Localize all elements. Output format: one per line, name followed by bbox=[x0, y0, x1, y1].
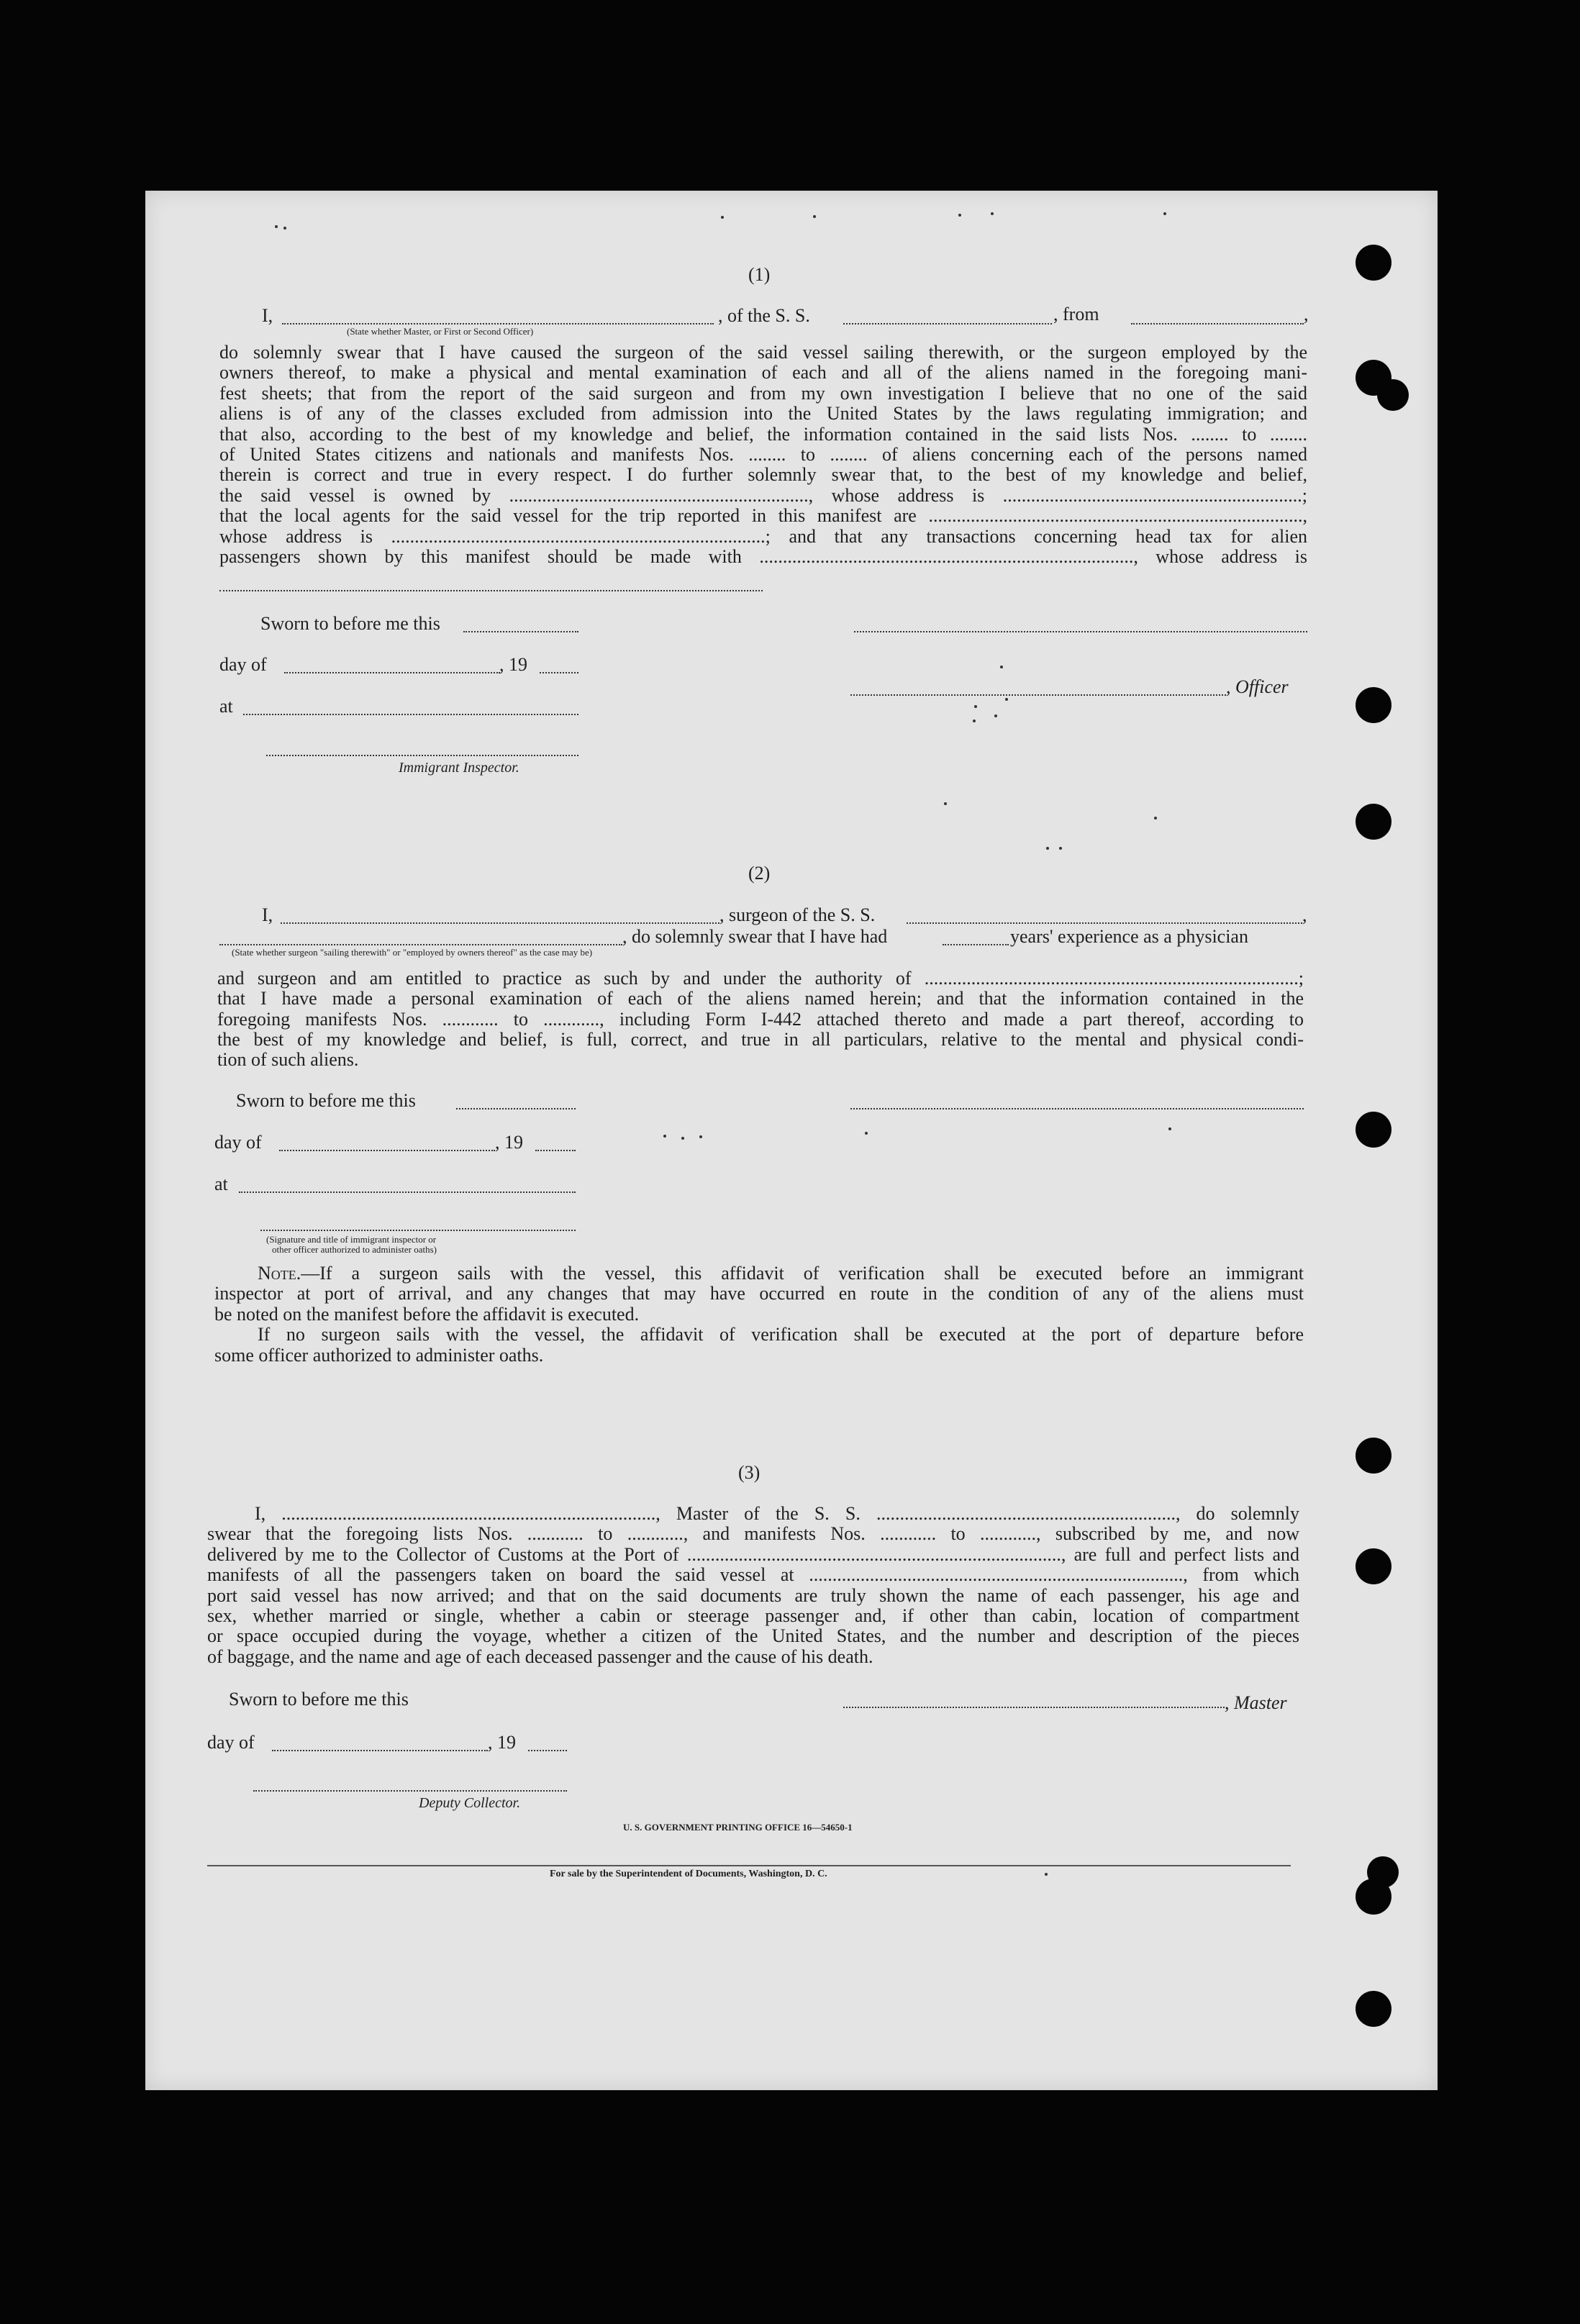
sig-caption-1: (Signature and title of immigrant inspector or bbox=[266, 1234, 437, 1245]
footer-rule bbox=[207, 1865, 1291, 1866]
section1-of-ss: , of the S. S. bbox=[718, 305, 810, 326]
section2-caption: (State whether surgeon "sailing therewith" or "employed by owners thereof" as the case may be) bbox=[232, 947, 593, 958]
deputy-signature-line[interactable] bbox=[253, 1790, 567, 1792]
section1-sworn-date-field[interactable] bbox=[463, 631, 578, 632]
section2-sworn-date-field[interactable] bbox=[456, 1108, 576, 1109]
punch-hole bbox=[1356, 804, 1391, 840]
form-page: (1) I, , of the S. S. , from , (State whether Master, or First or Second Officer) do solemnly swear that I have caused the surgeon of the said vessel sailing therewith, or the surgeon employed by the owners thereof, to make a physical and mental examination of each and all of the aliens named in the foregoing mani- fest sheets; that from the report of the said surgeon and from my own investigation I believe that no one of the said aliens is of any of the classes excluded from admission into the United States by the laws regulating immigration; and that also, according to the best of my knowledge and belief, the information contained in the said lists Nos. ........ to ........ of United States citizens and nationals and manifests Nos. ........ to ........ of aliens concerning each of the persons named therein is correct and true in every respect. I do further solemnly swear that, to the best of my knowledge and belief, the said vessel is owned by ................................................................, whose address is ................................................................; that the local agents for the said vessel for the trip reported in this manifest are ................................................................................, whose address is ................................................................................; and that any transactions concerning head tax for alien passengers shown by this manifest should be made with ................................................................................, whose address is Sworn to before me this day of , 19 , Officer at Immigrant Inspector. (2) I, , surgeon of the S. S. , , do solemnly swear that I have had years' experience as a physician (State whether surgeon "sailing therewith" or "employed by owners thereof" as the case may be) and surgeon and am entitled to practice as such by and under the authority of ................................................................................; that I have made a personal examination of each of the aliens named herein; and that the information contained in the foregoing manifests Nos. ............ to ............, including Form I-442 attached thereto and made a part thereof, according to the best of my knowledge and belief, is full, correct, and true in all particulars, relative to the mental and physical condi- tion of such aliens. Sworn to before me this day of , 19 at (Signature and title of immigrant inspector or other officer authorized to administer oaths) Note.—If a surgeon sails with the vessel, this affidavit of verification shall be executed before an immigrant inspector at port of arrival, and any changes that may have occurred en route in the condition of any of the aliens must be noted on the manifest before the affidavit is executed. If no surgeon sails with the vessel, the affidavit of verification shall be executed at the port of departure before some officer authorized to administer oaths. (3) I, ................................................................................, Master of the S. S. ................................................................, do solemnly swear that the foregoing lists Nos. ............ to ............, and manifests Nos. ............ to ............, subscribed by me, and now delivered by me to the Collector of Customs at the Port of ................................................................................, are full and perfect lists and manifests of all the passengers taken on board the said vessel at ................................................................................, from which port said vessel has now arrived; and that on the said documents are truly shown the name of each passenger, his age and sex, whether married or single, whether a cabin or steerage passenger and, if other than cabin, location of compartment or space occupied during the voyage, whether a citizen of the United States, and the number and description of the pieces of baggage, and the name and age of each deceased passenger and the cause of his death. Sworn to before me this , Master day of , 19 Deputy Collector. U. S. GOVERNMENT PRINTING OFFICE 16—54650-1 For sale by the Superintendent of Documents, Washington, D. C. bbox=[145, 191, 1438, 2090]
vessel-name-field[interactable] bbox=[843, 323, 1052, 324]
note-paragraph: Note.—If a surgeon sails with the vessel, this affidavit of verification shall be executed before an immigrant inspector at port of arrival, and any changes that may have occurred en route in the condition of any of the aliens must be noted on the manifest before the affidavit is executed. If no surgeon sails with the vessel, the affidavit of verification shall be executed at the port of departure before some officer authorized to administer oaths. bbox=[214, 1263, 1304, 1366]
head-tax-address-field[interactable] bbox=[219, 590, 763, 591]
section2-i: I, bbox=[262, 904, 273, 925]
section2-swear: , do solemnly swear that I have had bbox=[622, 926, 888, 947]
punch-hole bbox=[1356, 687, 1391, 723]
surgeon-signature-line[interactable] bbox=[850, 1108, 1304, 1109]
section2-number: (2) bbox=[748, 863, 771, 884]
inspector-signature-line[interactable] bbox=[266, 755, 578, 756]
section2-place-field[interactable] bbox=[239, 1191, 576, 1193]
punch-hole bbox=[1356, 1438, 1391, 1474]
immigrant-inspector-label: Immigrant Inspector. bbox=[399, 760, 519, 776]
section1-number: (1) bbox=[748, 264, 771, 285]
surgeon-name-field[interactable] bbox=[281, 922, 719, 924]
master-signature-line[interactable] bbox=[843, 1707, 1225, 1708]
section2-year-field[interactable] bbox=[535, 1150, 576, 1151]
officer-title-field[interactable] bbox=[850, 694, 1226, 696]
section2-surgeon-of-ss: , surgeon of the S. S. bbox=[719, 904, 876, 925]
years-experience-field[interactable] bbox=[943, 944, 1009, 945]
officer-name-field[interactable] bbox=[282, 323, 714, 324]
punch-hole bbox=[1356, 1991, 1391, 2027]
section1-body: do solemnly swear that I have caused the surgeon of the said vessel sailing therewith, or the surgeon employed by the owners thereof, to make a physical and mental examination of each and all of the aliens named in the foregoing mani- fest sheets; that from the report of the said surgeon and from my own investigation I believe that no one of the said aliens is of any of the classes excluded from admission into the United States by the laws regulating immigration; and that also, according to the best of my knowledge and belief, the information contained in the said lists Nos. ........ to ........ of United States citizens and nationals and manifests Nos. ........ to ........ of aliens concerning each of the persons named therein is correct and true in every respect. I do further solemnly swear that, to the best of my knowledge and belief, the said vessel is owned by ................................................................, whose address is ................................................................; that the local agents for the said vessel for the trip reported in this manifest are ................................................................................, whose address is ................................................................................; and that any transactions concerning head tax for alien passengers shown by this manifest should be made with ................................................................................, whose address is bbox=[219, 342, 1307, 568]
deputy-collector-label: Deputy Collector. bbox=[419, 1795, 521, 1811]
officer-signature-line[interactable] bbox=[854, 631, 1307, 632]
section3-number: (3) bbox=[738, 1462, 761, 1483]
section3-body-last: of baggage, and the name and age of each deceased passenger and the cause of his death. bbox=[207, 1646, 873, 1667]
section1-officer: , Officer bbox=[1226, 676, 1289, 697]
section2-body-last: tion of such aliens. bbox=[217, 1049, 359, 1070]
section1-i: I, bbox=[262, 305, 273, 326]
sig-caption-2: other officer authorized to administer oaths) bbox=[272, 1244, 437, 1255]
section2-sworn: Sworn to before me this bbox=[236, 1090, 416, 1111]
section1-sworn: Sworn to before me this bbox=[260, 613, 440, 634]
section2-years: years' experience as a physician bbox=[1010, 926, 1248, 947]
section1-day-of: day of bbox=[219, 654, 267, 675]
from-port-field[interactable] bbox=[1131, 323, 1304, 324]
section2-day-field[interactable] bbox=[279, 1150, 495, 1151]
section1-at: at bbox=[219, 696, 233, 717]
section3-year-field[interactable] bbox=[528, 1750, 567, 1751]
section1-year: , 19 bbox=[499, 654, 527, 675]
section3-day-field[interactable] bbox=[272, 1750, 488, 1751]
section1-place-field[interactable] bbox=[243, 714, 578, 715]
section3-sworn: Sworn to before me this bbox=[229, 1689, 409, 1710]
punch-hole bbox=[1356, 1879, 1391, 1915]
printing-office-line: U. S. GOVERNMENT PRINTING OFFICE 16—54650-1 bbox=[623, 1822, 853, 1833]
punch-hole bbox=[1356, 245, 1391, 281]
punch-hole bbox=[1356, 1548, 1391, 1584]
section3-master: , Master bbox=[1225, 1692, 1287, 1713]
section1-caption: (State whether Master, or First or Second Officer) bbox=[347, 326, 534, 337]
section1-from: , from bbox=[1053, 304, 1099, 324]
section1-day-field[interactable] bbox=[284, 672, 500, 673]
section2-year: , 19 bbox=[495, 1132, 523, 1153]
section2-day-of: day of bbox=[214, 1132, 262, 1153]
section3-day-of: day of bbox=[207, 1732, 255, 1753]
for-sale-line: For sale by the Superintendent of Documents, Washington, D. C. bbox=[550, 1869, 827, 1879]
section2-body: and surgeon and am entitled to practice as such by and under the authority of ................................................................................; that I have made a personal examination of each of the aliens named herein; and that the information contained in the foregoing manifests Nos. ............ to ............, including Form I-442 attached thereto and made a part thereof, according to the best of my knowledge and belief, is full, correct, and true in all particulars, relative to the mental and physical condi- bbox=[217, 968, 1304, 1050]
section1-year-field[interactable] bbox=[540, 672, 578, 673]
punch-hole bbox=[1377, 379, 1409, 411]
surgeon-status-field[interactable] bbox=[219, 944, 622, 945]
section2-signature-line[interactable] bbox=[260, 1230, 576, 1231]
section2-at: at bbox=[214, 1174, 228, 1194]
section2-vessel-field[interactable] bbox=[907, 922, 1302, 924]
section3-body: I, ................................................................................, Master of the S. S. ................................................................, do solemnly swear that the foregoing lists Nos. ............ to ............, and manifests Nos. ............ to ............, subscribed by me, and now delivered by me to the Collector of Customs at the Port of ................................................................................, are full and perfect lists and manifests of all the passengers taken on board the said vessel at ................................................................................, from which port said vessel has now arrived; and that on the said documents are truly shown the name of each passenger, his age and sex, whether married or single, whether a cabin or steerage passenger and, if other than cabin, location of compartment or space occupied during the voyage, whether a citizen of the United States, and the number and description of the pieces bbox=[207, 1503, 1299, 1647]
section3-year: , 19 bbox=[488, 1732, 516, 1753]
punch-hole bbox=[1356, 1112, 1391, 1148]
